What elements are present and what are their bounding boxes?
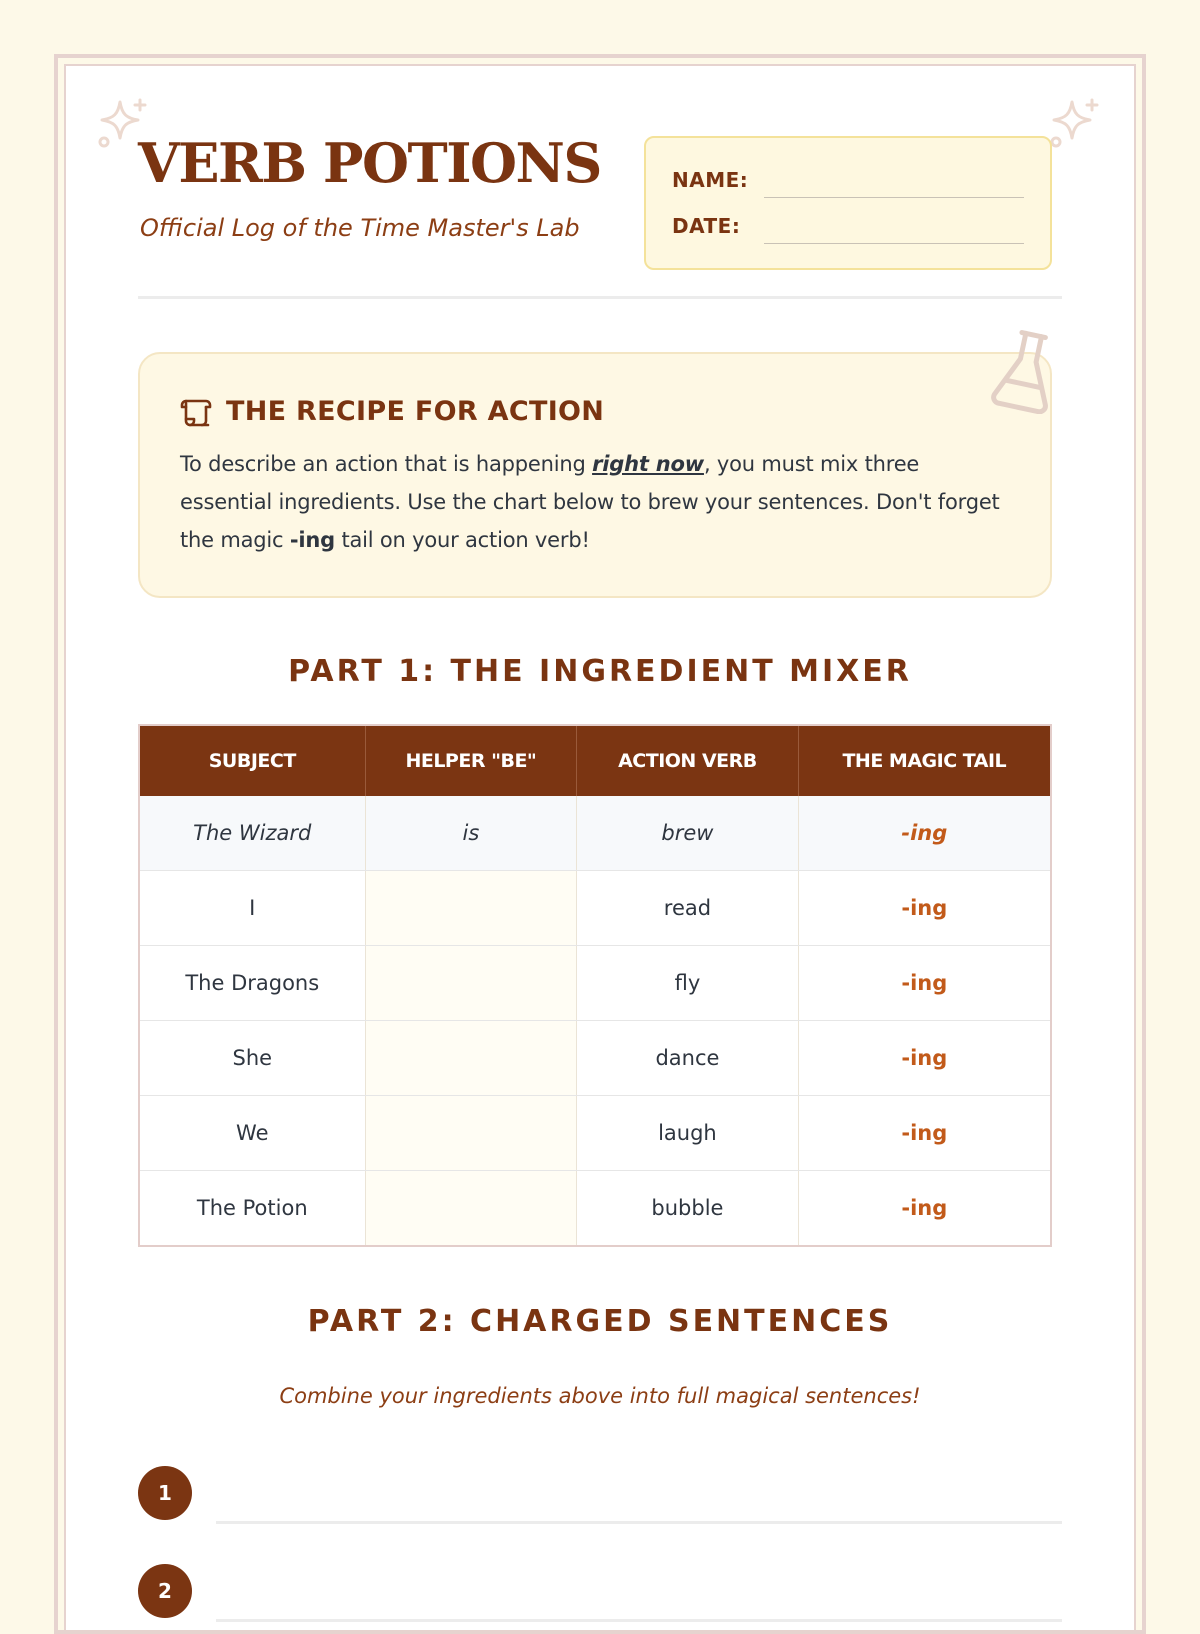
- verb-cell: dance: [577, 1021, 798, 1096]
- sentence-row: [138, 1564, 1062, 1620]
- verb-cell: fly: [577, 946, 798, 1021]
- date-label: DATE:: [672, 214, 741, 238]
- subject-cell: The Wizard: [139, 796, 365, 871]
- flask-icon: [988, 328, 1062, 414]
- subject-cell: I: [139, 871, 365, 946]
- name-field[interactable]: [764, 197, 1024, 198]
- part2-heading: PART 2: CHARGED SENTENCES: [307, 1304, 893, 1339]
- recipe-title: THE RECIPE FOR ACTION: [226, 396, 605, 427]
- tail-cell: -ing: [798, 1171, 1051, 1247]
- part1-heading: PART 1: THE INGREDIENT MIXER: [288, 654, 912, 689]
- page-title: VERB POTIONS: [138, 131, 601, 195]
- table-row: [139, 1096, 1051, 1171]
- tail-cell: -ing: [798, 871, 1051, 946]
- helper-blank-cell[interactable]: [365, 1171, 577, 1247]
- sentence-write-line[interactable]: [216, 1619, 1062, 1622]
- helper-blank-cell[interactable]: [365, 1096, 577, 1171]
- page-subtitle: Official Log of the Time Master's Lab: [140, 214, 580, 242]
- verb-cell: brew: [577, 796, 798, 871]
- verb-cell: bubble: [577, 1171, 798, 1247]
- table-header-row: [139, 725, 1051, 796]
- header-divider: [138, 296, 1062, 299]
- recipe-text: To describe an action that is happening right now, you must mix three essential ingredients. Use the chart below to brew your sentences. Don't forget the magic -ing tail on your action verb!: [180, 452, 1000, 552]
- tail-cell: -ing: [798, 1021, 1051, 1096]
- name-field-row: [672, 168, 1024, 198]
- name-label: NAME:: [672, 168, 749, 192]
- column-header: ACTION VERB: [577, 725, 798, 796]
- sentence-write-line[interactable]: [216, 1521, 1062, 1524]
- date-field[interactable]: [764, 243, 1024, 244]
- subject-cell: She: [139, 1021, 365, 1096]
- tail-cell: -ing: [798, 1096, 1051, 1171]
- subject-cell: The Dragons: [139, 946, 365, 1021]
- verb-cell: read: [577, 871, 798, 946]
- helper-blank-cell[interactable]: [365, 871, 577, 946]
- worksheet-page: [64, 64, 1136, 1630]
- subject-cell: The Potion: [139, 1171, 365, 1247]
- column-header: SUBJECT: [139, 725, 365, 796]
- table-row: [139, 946, 1051, 1021]
- table-row: [139, 1021, 1051, 1096]
- name-date-box: [644, 136, 1052, 270]
- scroll-icon: [180, 397, 214, 427]
- sentence-number-badge: 1: [138, 1466, 192, 1520]
- tail-cell: -ing: [798, 796, 1051, 871]
- recipe-ing: -ing: [289, 528, 335, 552]
- helper-cell: is: [365, 796, 577, 871]
- date-field-row: [672, 214, 1024, 244]
- sentence-row: [138, 1466, 1062, 1522]
- recipe-emphasis: right now: [592, 452, 704, 476]
- table-row: [139, 871, 1051, 946]
- recipe-box: [138, 352, 1052, 598]
- sparkle-icon: [1048, 96, 1104, 152]
- worksheet-frame: [54, 54, 1146, 1634]
- ingredient-mixer-table: [138, 724, 1052, 1247]
- recipe-header: [180, 396, 1010, 427]
- tail-cell: -ing: [798, 946, 1051, 1021]
- column-header: HELPER "BE": [365, 725, 577, 796]
- column-header: THE MAGIC TAIL: [798, 725, 1051, 796]
- helper-blank-cell[interactable]: [365, 946, 577, 1021]
- helper-blank-cell[interactable]: [365, 1021, 577, 1096]
- part2-instructions: Combine your ingredients above into full magical sentences!: [279, 1384, 921, 1408]
- sentence-number-badge: 2: [138, 1564, 192, 1618]
- example-row: [139, 796, 1051, 871]
- verb-cell: laugh: [577, 1096, 798, 1171]
- table-row: [139, 1171, 1051, 1247]
- subject-cell: We: [139, 1096, 365, 1171]
